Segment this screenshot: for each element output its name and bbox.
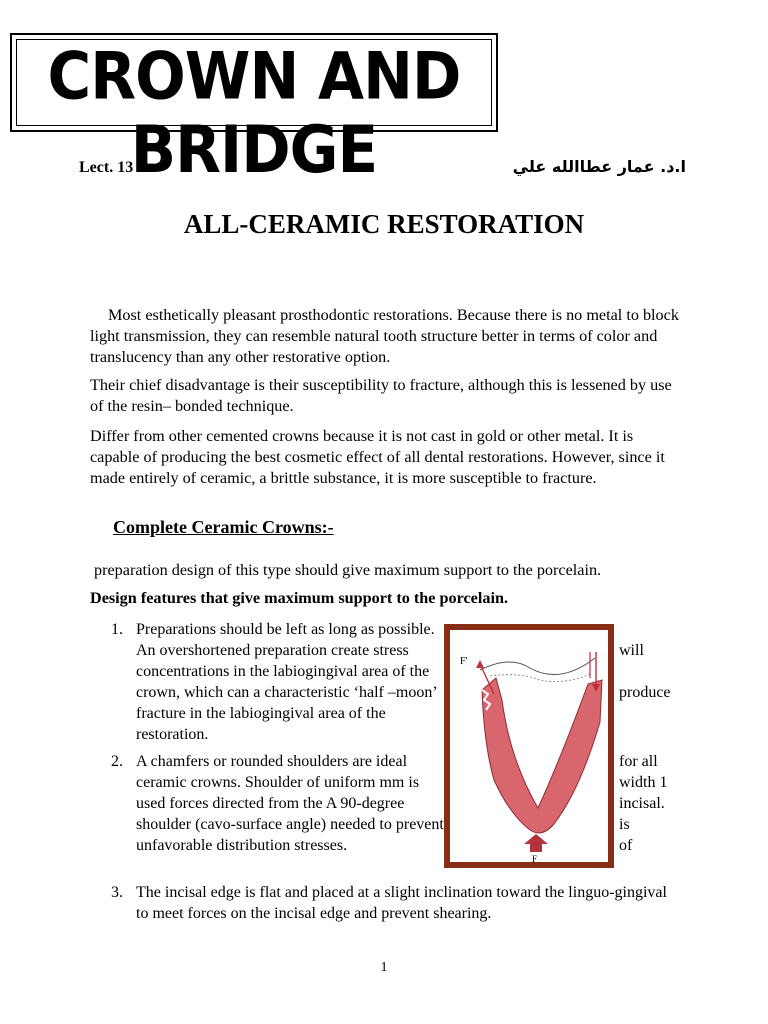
paragraph-intro: Most esthetically pleasant prosthodontic restorations. Because there is no metal to block light transmission, they can resemble natural tooth structure better in terms of color and translucency than any other restorative option. (90, 306, 679, 366)
list-number-2: 2. (111, 753, 123, 770)
paragraph-difference: Differ from other cemented crowns because it is not cast in gold or other metal. It is capable of producing the best cosmetic effect of all dental restorations. However, since it made entirely of ceramic, a brittle substance, it is more susceptible to fracture. (90, 427, 665, 487)
list-item-2-right-word: is (619, 816, 630, 833)
figure-canvas (450, 630, 608, 862)
force-label-f-prime: F' (460, 656, 468, 667)
banner-title: CROWN AND BRIDGE (47, 37, 461, 188)
list-item-2-right-word: for all (619, 753, 658, 770)
force-label-f: F (532, 854, 538, 862)
list-item-1-right-word: produce (619, 684, 671, 701)
list-number-3: 3. (111, 884, 123, 901)
list-item-2-right-word: width 1 (619, 774, 668, 791)
preparation-intro: preparation design of this type should give maximum support to the porcelain. (94, 561, 602, 579)
author-name: ا.د. عمار عطاالله علي (512, 157, 686, 176)
list-item-2-text: A chamfers or rounded shoulders are ideal ceramic crowns. Shoulder of uniform mm is used forces directed from the A 90-degree shoulder (cavo-surface angle) needed to prevent unfavorable distribution stresses. (136, 753, 444, 854)
lecture-number: Lect. 13 (79, 159, 134, 176)
crown-diagram (450, 630, 608, 862)
ceramic-crown (482, 678, 602, 833)
upward-force-arrow-icon (524, 834, 548, 852)
crown-fracture-figure (444, 624, 614, 868)
design-features-heading: Design features that give maximum support to the porcelain. (90, 589, 509, 607)
list-item-1-right-word: will (619, 642, 644, 659)
section-heading: Complete Ceramic Crowns:- (113, 517, 334, 537)
arrow-head-icon (476, 660, 484, 668)
list-item-2-right-word: of (619, 837, 633, 854)
list-item-1-text: Preparations should be left as long as possible. An overshortened preparation create stress concentrations in the labiogingival area of the crown, which can a characteristic ‘half –moon’ fracture in the labiogingival area of the restoration. (136, 621, 437, 743)
list-item-2-right-word: incisal. (619, 795, 665, 812)
incisal-outline (480, 658, 595, 675)
page-title: ALL-CERAMIC RESTORATION (183, 209, 585, 239)
preparation-outline (490, 674, 590, 682)
list-number-1: 1. (111, 621, 123, 638)
paragraph-disadvantage: Their chief disadvantage is their susceptibility to fracture, although this is lessened by use of the resin– bonded technique. (90, 376, 672, 415)
page-number: 1 (380, 960, 388, 975)
list-item-3-text: The incisal edge is flat and placed at a slight inclination toward the linguo-gingival to meet forces on the incisal edge and prevent shearing. (136, 884, 667, 922)
